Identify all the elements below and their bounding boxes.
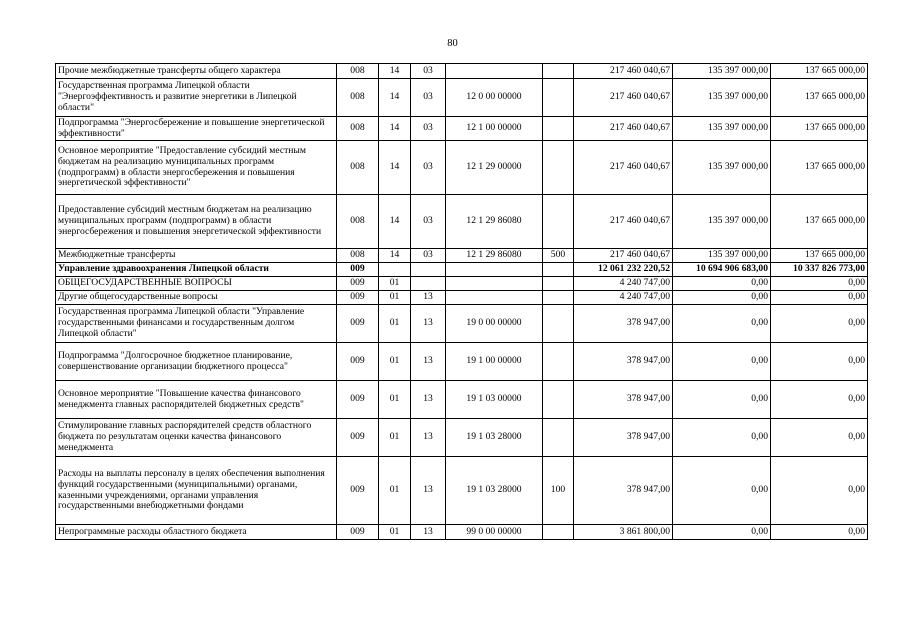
row-section-cell: 01 [379, 419, 411, 457]
row-subsection-cell: 13 [411, 419, 446, 457]
row-amount-year1-cell: 4 240 747,00 [574, 277, 673, 291]
row-expense-type-cell [543, 305, 574, 343]
row-subsection-cell: 13 [411, 457, 446, 525]
page-number: 80 [447, 38, 458, 49]
row-amount-year3-cell: 0,00 [771, 291, 868, 305]
row-amount-year1-cell: 378 947,00 [574, 457, 673, 525]
row-amount-year2-cell: 135 397 000,00 [673, 79, 771, 117]
row-amount-year3-cell: 0,00 [771, 381, 868, 419]
row-ved-cell: 009 [337, 291, 379, 305]
table-row [56, 381, 868, 419]
row-subsection-cell: 03 [411, 249, 446, 263]
row-amount-year2-cell: 10 694 906 683,00 [673, 263, 771, 277]
row-target-code-cell: 19 1 00 00000 [446, 343, 543, 381]
row-subsection-cell: 13 [411, 305, 446, 343]
row-subsection-cell [411, 263, 446, 277]
row-name-cell: Управление здравоохранения Липецкой области [56, 263, 337, 277]
row-expense-type-cell [543, 343, 574, 381]
row-section-cell: 01 [379, 305, 411, 343]
row-section-cell: 01 [379, 457, 411, 525]
row-expense-type-cell [543, 525, 574, 540]
row-amount-year2-cell: 0,00 [673, 457, 771, 525]
row-ved-cell: 009 [337, 305, 379, 343]
row-amount-year1-cell: 378 947,00 [574, 343, 673, 381]
row-amount-year3-cell: 0,00 [771, 457, 868, 525]
row-expense-type-cell [543, 117, 574, 141]
row-section-cell: 14 [379, 79, 411, 117]
row-target-code-cell: 19 1 03 28000 [446, 457, 543, 525]
table-row [56, 141, 868, 195]
table-row [56, 117, 868, 141]
row-target-code-cell: 12 1 29 86080 [446, 195, 543, 249]
row-target-code-cell: 99 0 00 00000 [446, 525, 543, 540]
row-expense-type-cell [543, 291, 574, 305]
row-amount-year1-cell: 12 061 232 220,52 [574, 263, 673, 277]
row-amount-year3-cell: 0,00 [771, 305, 868, 343]
row-amount-year2-cell: 135 397 000,00 [673, 117, 771, 141]
row-target-code-cell: 12 1 29 86080 [446, 249, 543, 263]
row-amount-year1-cell: 217 460 040,67 [574, 64, 673, 79]
row-expense-type-cell [543, 79, 574, 117]
row-ved-cell: 009 [337, 419, 379, 457]
row-amount-year3-cell: 137 665 000,00 [771, 195, 868, 249]
row-amount-year2-cell: 0,00 [673, 305, 771, 343]
row-amount-year2-cell: 135 397 000,00 [673, 249, 771, 263]
row-amount-year1-cell: 378 947,00 [574, 305, 673, 343]
row-expense-type-cell [543, 64, 574, 79]
row-amount-year3-cell: 137 665 000,00 [771, 117, 868, 141]
table-row [56, 249, 868, 263]
table-row [56, 277, 868, 291]
row-amount-year1-cell: 4 240 747,00 [574, 291, 673, 305]
row-ved-cell: 009 [337, 277, 379, 291]
table-row [56, 64, 868, 79]
row-expense-type-cell [543, 195, 574, 249]
row-amount-year3-cell: 10 337 826 773,00 [771, 263, 868, 277]
table-row [56, 263, 868, 277]
row-amount-year1-cell: 217 460 040,67 [574, 249, 673, 263]
row-target-code-cell: 19 1 03 00000 [446, 381, 543, 419]
budget-table-body [56, 64, 868, 540]
row-section-cell: 14 [379, 249, 411, 263]
row-amount-year2-cell: 0,00 [673, 381, 771, 419]
row-name-cell: Основное мероприятие "Повышение качества финансового менеджмента главных распорядителей бюджетных средств" [56, 381, 337, 419]
row-section-cell: 01 [379, 525, 411, 540]
row-target-code-cell: 19 1 03 28000 [446, 419, 543, 457]
row-expense-type-cell [543, 419, 574, 457]
row-amount-year2-cell: 0,00 [673, 419, 771, 457]
table-row [56, 79, 868, 117]
row-section-cell: 14 [379, 117, 411, 141]
row-amount-year2-cell: 0,00 [673, 277, 771, 291]
table-row [56, 195, 868, 249]
row-expense-type-cell [543, 263, 574, 277]
row-ved-cell: 009 [337, 457, 379, 525]
row-name-cell: Подпрограмма "Энергосбережение и повышение энергетической эффективности" [56, 117, 337, 141]
row-amount-year2-cell: 0,00 [673, 291, 771, 305]
row-subsection-cell: 03 [411, 141, 446, 195]
row-target-code-cell [446, 291, 543, 305]
budget-table [55, 63, 868, 540]
row-name-cell: Прочие межбюджетные трансферты общего характера [56, 64, 337, 79]
row-name-cell: Непрограммные расходы областного бюджета [56, 525, 337, 540]
row-name-cell: Подпрограмма "Долгосрочное бюджетное планирование, совершенствование организации бюджетного процесса" [56, 343, 337, 381]
row-subsection-cell: 03 [411, 117, 446, 141]
row-subsection-cell: 03 [411, 195, 446, 249]
row-amount-year1-cell: 217 460 040,67 [574, 141, 673, 195]
row-name-cell: Межбюджетные трансферты [56, 249, 337, 263]
row-ved-cell: 008 [337, 79, 379, 117]
row-expense-type-cell [543, 141, 574, 195]
row-amount-year2-cell: 135 397 000,00 [673, 195, 771, 249]
row-amount-year3-cell: 0,00 [771, 525, 868, 540]
row-subsection-cell: 13 [411, 381, 446, 419]
row-section-cell: 01 [379, 277, 411, 291]
row-name-cell: Другие общегосударственные вопросы [56, 291, 337, 305]
row-amount-year3-cell: 137 665 000,00 [771, 64, 868, 79]
row-ved-cell: 008 [337, 64, 379, 79]
table-row [56, 419, 868, 457]
row-subsection-cell: 03 [411, 64, 446, 79]
row-section-cell: 01 [379, 291, 411, 305]
row-subsection-cell: 13 [411, 525, 446, 540]
row-amount-year3-cell: 0,00 [771, 277, 868, 291]
row-name-cell: Расходы на выплаты персоналу в целях обеспечения выполнения функций государственными (муниципальными) органами, казенными учреждениями, органами управления государственными внебюджетными фондами [56, 457, 337, 525]
row-ved-cell: 009 [337, 343, 379, 381]
row-name-cell: Государственная программа Липецкой области "Управление государственными финансами и государственным долгом Липецкой области" [56, 305, 337, 343]
row-ved-cell: 008 [337, 249, 379, 263]
row-name-cell: Государственная программа Липецкой области "Энергоэффективность и развитие энергетики в Липецкой области" [56, 79, 337, 117]
table-row [56, 305, 868, 343]
row-expense-type-cell [543, 277, 574, 291]
row-target-code-cell [446, 277, 543, 291]
row-ved-cell: 008 [337, 195, 379, 249]
row-amount-year3-cell: 0,00 [771, 343, 868, 381]
row-amount-year1-cell: 378 947,00 [574, 419, 673, 457]
row-amount-year3-cell: 0,00 [771, 419, 868, 457]
row-section-cell: 14 [379, 64, 411, 79]
row-subsection-cell [411, 277, 446, 291]
row-amount-year1-cell: 217 460 040,67 [574, 79, 673, 117]
row-section-cell [379, 263, 411, 277]
row-amount-year1-cell: 3 861 800,00 [574, 525, 673, 540]
row-target-code-cell [446, 64, 543, 79]
row-name-cell: ОБЩЕГОСУДАРСТВЕННЫЕ ВОПРОСЫ [56, 277, 337, 291]
row-section-cell: 01 [379, 381, 411, 419]
row-amount-year1-cell: 378 947,00 [574, 381, 673, 419]
row-name-cell: Основное мероприятие "Предоставление субсидий местным бюджетам на реализацию муниципальных программ (подпрограмм) в области энергосбережения и повышения энергетической эффективности" [56, 141, 337, 195]
row-name-cell: Стимулирование главных распорядителей средств областного бюджета по результатам оценки качества финансового менеджмента [56, 419, 337, 457]
row-target-code-cell: 12 0 00 00000 [446, 79, 543, 117]
row-section-cell: 01 [379, 343, 411, 381]
row-amount-year2-cell: 0,00 [673, 525, 771, 540]
row-ved-cell: 009 [337, 381, 379, 419]
row-ved-cell: 009 [337, 263, 379, 277]
row-amount-year2-cell: 0,00 [673, 343, 771, 381]
table-row [56, 457, 868, 525]
row-section-cell: 14 [379, 141, 411, 195]
row-expense-type-cell: 500 [543, 249, 574, 263]
row-amount-year1-cell: 217 460 040,67 [574, 117, 673, 141]
row-name-cell: Предоставление субсидий местным бюджетам на реализацию муниципальных программ (подпрограмм) в области энергосбережения и повышения энергетической эффективности [56, 195, 337, 249]
row-amount-year3-cell: 137 665 000,00 [771, 79, 868, 117]
row-section-cell: 14 [379, 195, 411, 249]
row-subsection-cell: 13 [411, 291, 446, 305]
table-row [56, 343, 868, 381]
row-expense-type-cell: 100 [543, 457, 574, 525]
row-amount-year1-cell: 217 460 040,67 [574, 195, 673, 249]
row-amount-year3-cell: 137 665 000,00 [771, 141, 868, 195]
row-subsection-cell: 13 [411, 343, 446, 381]
row-target-code-cell [446, 263, 543, 277]
row-amount-year3-cell: 137 665 000,00 [771, 249, 868, 263]
row-ved-cell: 008 [337, 117, 379, 141]
table-row [56, 525, 868, 540]
row-target-code-cell: 12 1 29 00000 [446, 141, 543, 195]
table-row [56, 291, 868, 305]
row-amount-year2-cell: 135 397 000,00 [673, 64, 771, 79]
row-subsection-cell: 03 [411, 79, 446, 117]
row-target-code-cell: 19 0 00 00000 [446, 305, 543, 343]
row-ved-cell: 008 [337, 141, 379, 195]
row-ved-cell: 009 [337, 525, 379, 540]
row-expense-type-cell [543, 381, 574, 419]
row-amount-year2-cell: 135 397 000,00 [673, 141, 771, 195]
row-target-code-cell: 12 1 00 00000 [446, 117, 543, 141]
